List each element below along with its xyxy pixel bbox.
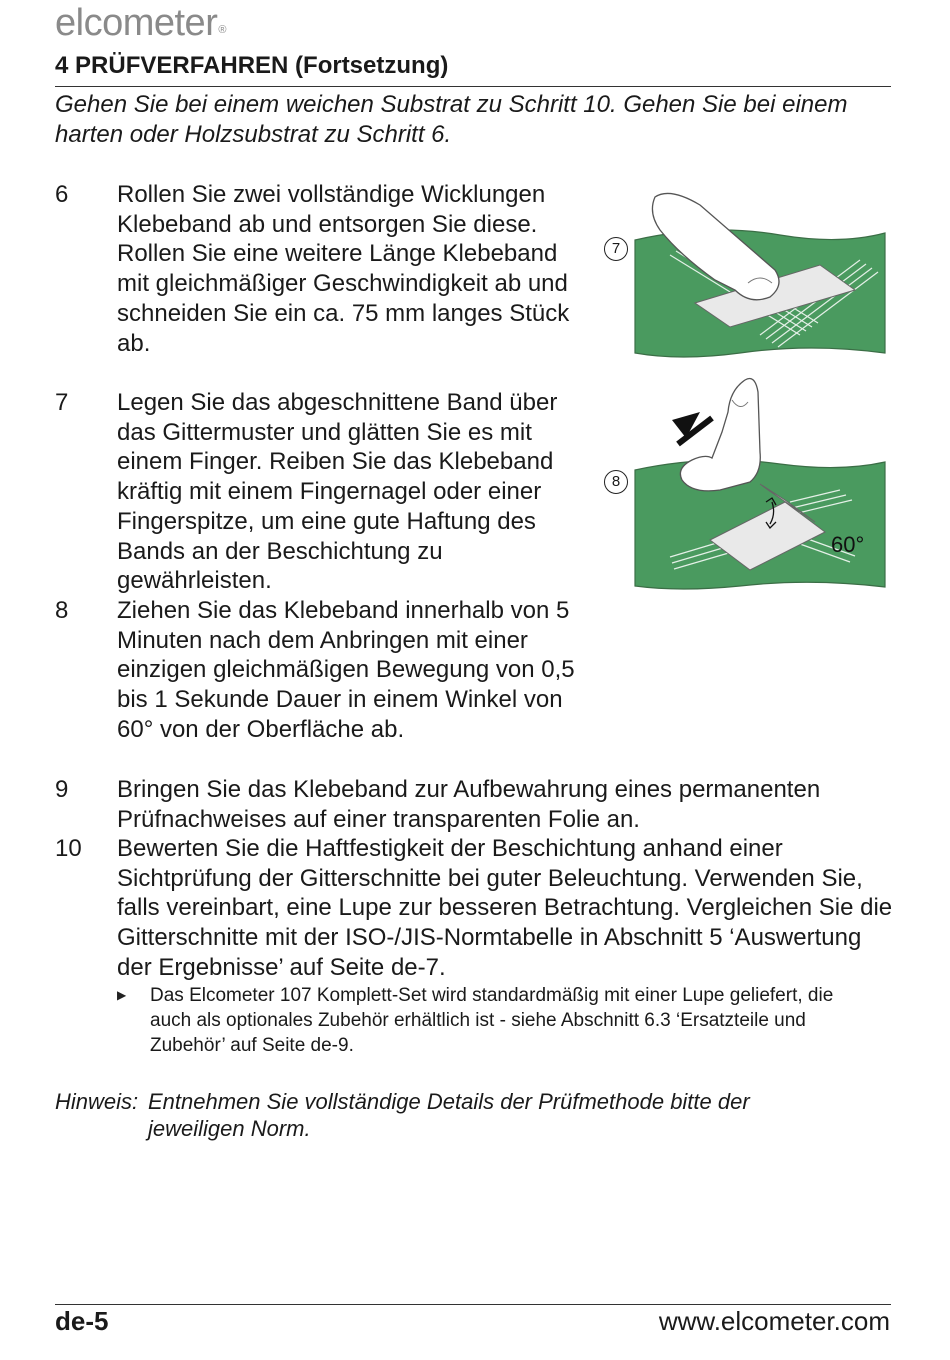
bullet-text: Das Elcometer 107 Komplett-Set wird standardmäßig mit einer Lupe geliefert, die auch als optionales Zubehör erhältlich ist - siehe Abschnitt 6.3 ‘Ersatzteile und Zubehör’ auf Seite de-9. [150,985,834,1056]
website-link[interactable]: www.elcometer.com [658,1306,890,1336]
footer-divider [55,1304,891,1305]
figure-7-smoothing-tape [600,185,890,360]
elcometer-logo [55,2,226,45]
registered-mark: ® [218,24,226,36]
figure-8-pulling-tape [600,372,890,590]
title-divider [55,86,891,87]
bullet-arrow-icon: ▶ [117,988,127,1002]
logo-text: elcometer [55,2,218,44]
step-number: 8 [55,597,69,624]
step-number: 9 [55,776,69,803]
page-number: de-5 [55,1306,109,1336]
step-text: Ziehen Sie das Klebeband innerhalb von 5 Minuten nach dem Anbringen mit einer einzigen gleichmäßigen Bewegung von 0,5 bis 1 Sekunde Dauer in einem Winkel von 60° von der Oberfläche ab. [117,597,575,743]
step-text: Bringen Sie das Klebeband zur Aufbewahrung eines permanenten Prüfnachweises auf einer transparenten Folie an. [117,776,821,833]
figure-7-illustration [600,185,890,360]
section-title: 4 PRÜFVERFAHREN (Fortsetzung) [55,52,449,79]
figure-7-label: 7 [604,237,628,261]
step-number: 6 [55,181,69,208]
step-number: 10 [55,835,82,862]
step-text: Bewerten Sie die Haftfestigkeit der Beschichtung anhand einer Sichtprüfung der Gitterschnitte bei guter Beleuchtung. Verwenden Sie, falls vereinbart, eine Lupe zur besseren Betrachtung. Vergleichen Sie die Gitterschnitte mit der ISO-/JIS-Normtabelle in Abschnitt 5 ‘Auswertung der Ergebnisse’ auf Seite de-7. [117,835,893,981]
step-number: 7 [55,389,69,416]
step-text: Legen Sie das abgeschnittene Band über das Gittermuster und glätten Sie es mit einem Finger. Reiben Sie das Klebeband kräftig mit einem Fingernagel oder einer Fingerspitze, um eine gute Haftung des Bands an der Beschichtung zu gewährleisten. [117,389,558,595]
intro-text: Gehen Sie bei einem weichen Substrat zu Schritt 10. Gehen Sie bei einem harten oder Holzsubstrat zu Schritt 6. [55,91,848,148]
figure-8-label: 8 [604,470,628,494]
note-label: Hinweis: [55,1089,139,1114]
note-text: Entnehmen Sie vollständige Details der Prüfmethode bitte der jeweiligen Norm. [148,1089,750,1141]
angle-60-label: 60° [831,532,865,557]
step-text: Rollen Sie zwei vollständige Wicklungen Klebeband ab und entsorgen Sie diese. Rollen Sie eine weitere Länge Klebeband mit gleichmäßiger Geschwindigkeit ab und schneiden Sie ein ca. 75 mm langes Stück ab. [117,181,570,357]
